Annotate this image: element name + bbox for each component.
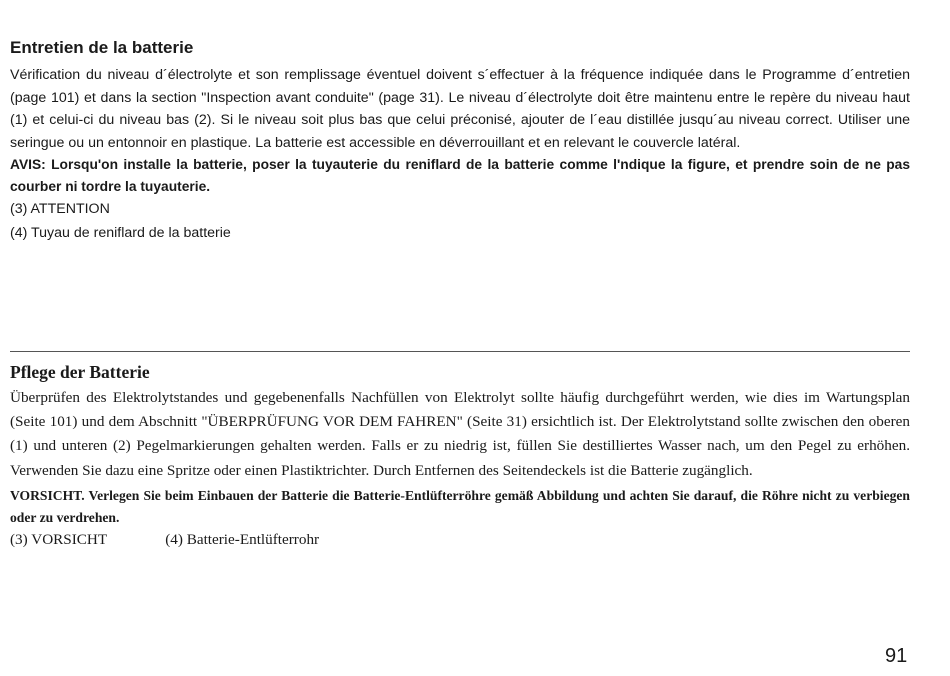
german-heading: Pflege der Batterie (10, 362, 150, 382)
french-item-4: (4) Tuyau de reniflard de la batterie (10, 225, 231, 241)
german-warning: VORSICHT. Verlegen Sie beim Einbauen der Batterie die Batterie-Entlüfterröhre gemäß Abbildung und achten Sie darauf, die Röhre nicht zu verbiegen oder zu verdrehen. (10, 487, 910, 525)
german-item-4: (4) Batterie-Entlüfterrohr (165, 530, 320, 548)
french-warning: AVIS: Lorsqu'on installe la batterie, poser la tuyauterie du reniflard de la batterie comme l'ndique la figure, et prendre soin de ne pas courber ni tordre la tuyauterie. (10, 157, 910, 194)
page-number: 91 (885, 645, 908, 667)
german-section (10, 361, 910, 551)
section-divider (10, 351, 910, 352)
german-body-paragraph: Überprüfen des Elektrolytstandes und gegebenenfalls Nachfüllen von Elektrolyt sollte häufig durchgeführt werden, wie dies im Wartungsplan (Seite 101) und dem Abschnitt "ÜBERPRÜFUNG VOR DEM FAHREN" (Seite 31) ersichtlich ist. Der Elektrolytstand sollte zwischen den oberen (1) und unteren (2) Pegelmarkierungen gehalten werden. Falls er zu niedrig ist, füllen Sie destilliertes Wasser nach, um den Pegel zu erhöhen. Verwenden Sie dazu eine Spritze oder einen Plastiktrichter. Durch Entfernen des Seitendeckels ist die Batterie zugänglich. (10, 389, 910, 479)
french-section (10, 38, 910, 245)
german-item-3: (3) VORSICHT (10, 530, 108, 548)
french-heading: Entretien de la batterie (10, 38, 194, 57)
german-items (10, 529, 910, 551)
french-body-paragraph: Vérification du niveau d´électrolyte et son remplissage éventuel doivent s´effectuer à la fréquence indiquée dans le Programme d´entretien (page 101) et dans la section "Inspection avant conduite" (page 31). Le niveau d´électrolyte doit être maintenu entre le repère du niveau haut (1) et celui-ci du niveau bas (2). Si le niveau soit plus bas que celui préconisé, ajouter de l´eau distillée jusqu´au niveau correct. Utiliser une seringue ou un entonnoir en plastique. La batterie est accessible en déverrouillant et en relevant le couvercle latéral. (10, 67, 910, 151)
french-item-3: (3) ATTENTION (10, 201, 110, 217)
